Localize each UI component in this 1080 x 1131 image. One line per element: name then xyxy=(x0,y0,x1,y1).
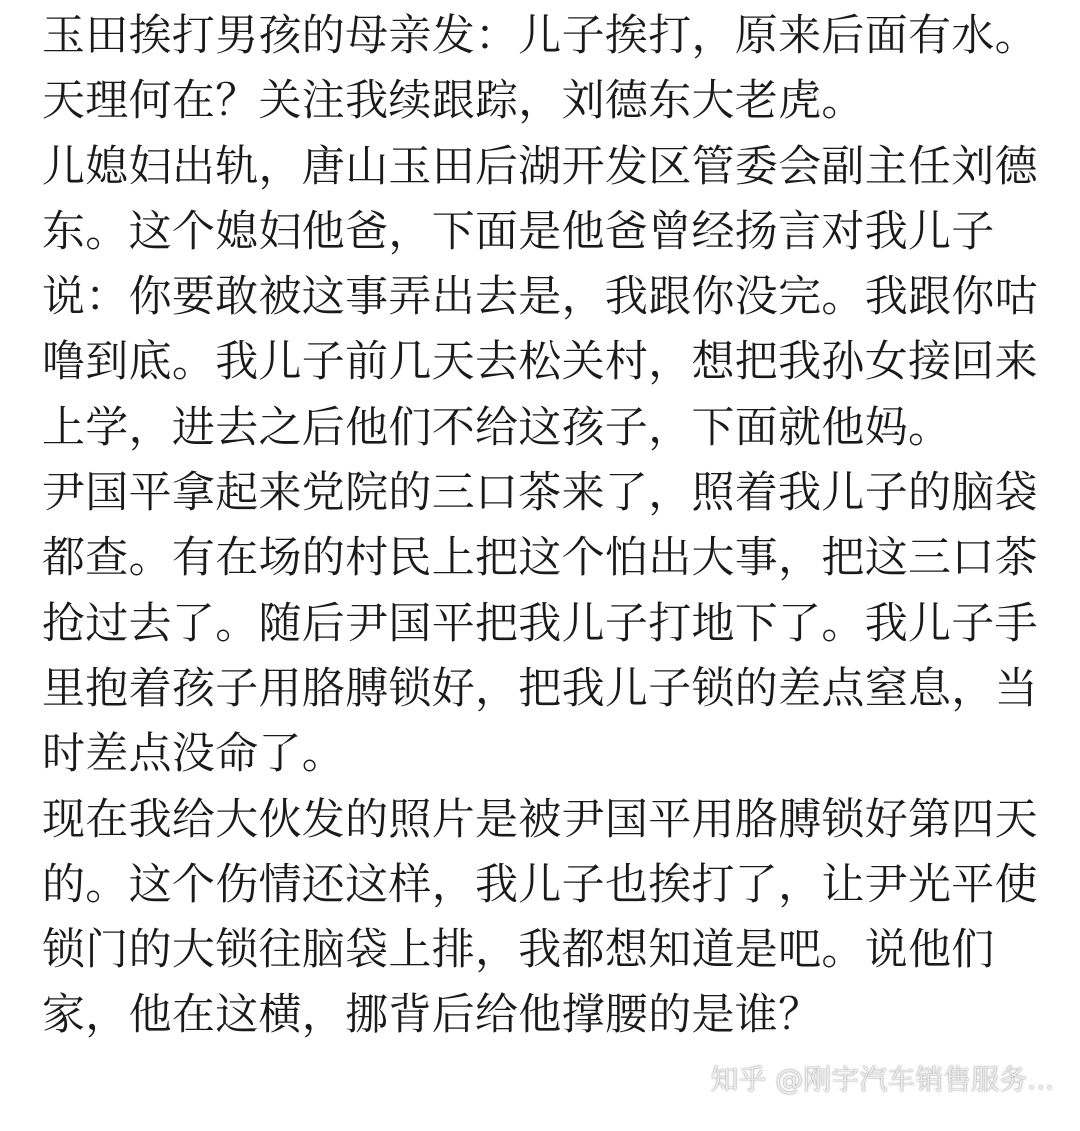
paragraph-3: 尹国平拿起来党院的三口茶来了，照着我儿子的脑袋都查。有在场的村民上把这个怕出大事，把这三口茶抢过去了。随后尹国平把我儿子打地下了。我儿子手里抱着孩子用胳膊锁好，把我儿子锁的差点窒息，当时差点没命了。 xyxy=(42,468,1038,780)
source-watermark: 知乎 @刚宇汽车销售服务... xyxy=(710,1063,1054,1096)
article-body xyxy=(42,4,1042,1049)
paragraph-1: 玉田挨打男孩的母亲发：儿子挨打，原来后面有水。天理何在？关注我续跟踪，刘德东大老虎。 xyxy=(42,11,1038,127)
paragraph-4: 现在我给大伙发的照片是被尹国平用胳膊锁好第四天的。这个伤情还这样，我儿子也挨打了，让尹光平使锁门的大锁往脑袋上排，我都想知道是吧。说他们家，他在这横，挪背后给他撑腰的是谁？ xyxy=(42,794,1038,1041)
paragraph-2: 儿媳妇出轨，唐山玉田后湖开发区管委会副主任刘德东。这个媳妇他爸，下面是他爸曾经扬言对我儿子说：你要敢被这事弄出去是，我跟你没完。我跟你咕噜到底。我儿子前几天去松关村，想把我孙女接回来上学，进去之后他们不给这孩子，下面就他妈。 xyxy=(42,141,1038,453)
